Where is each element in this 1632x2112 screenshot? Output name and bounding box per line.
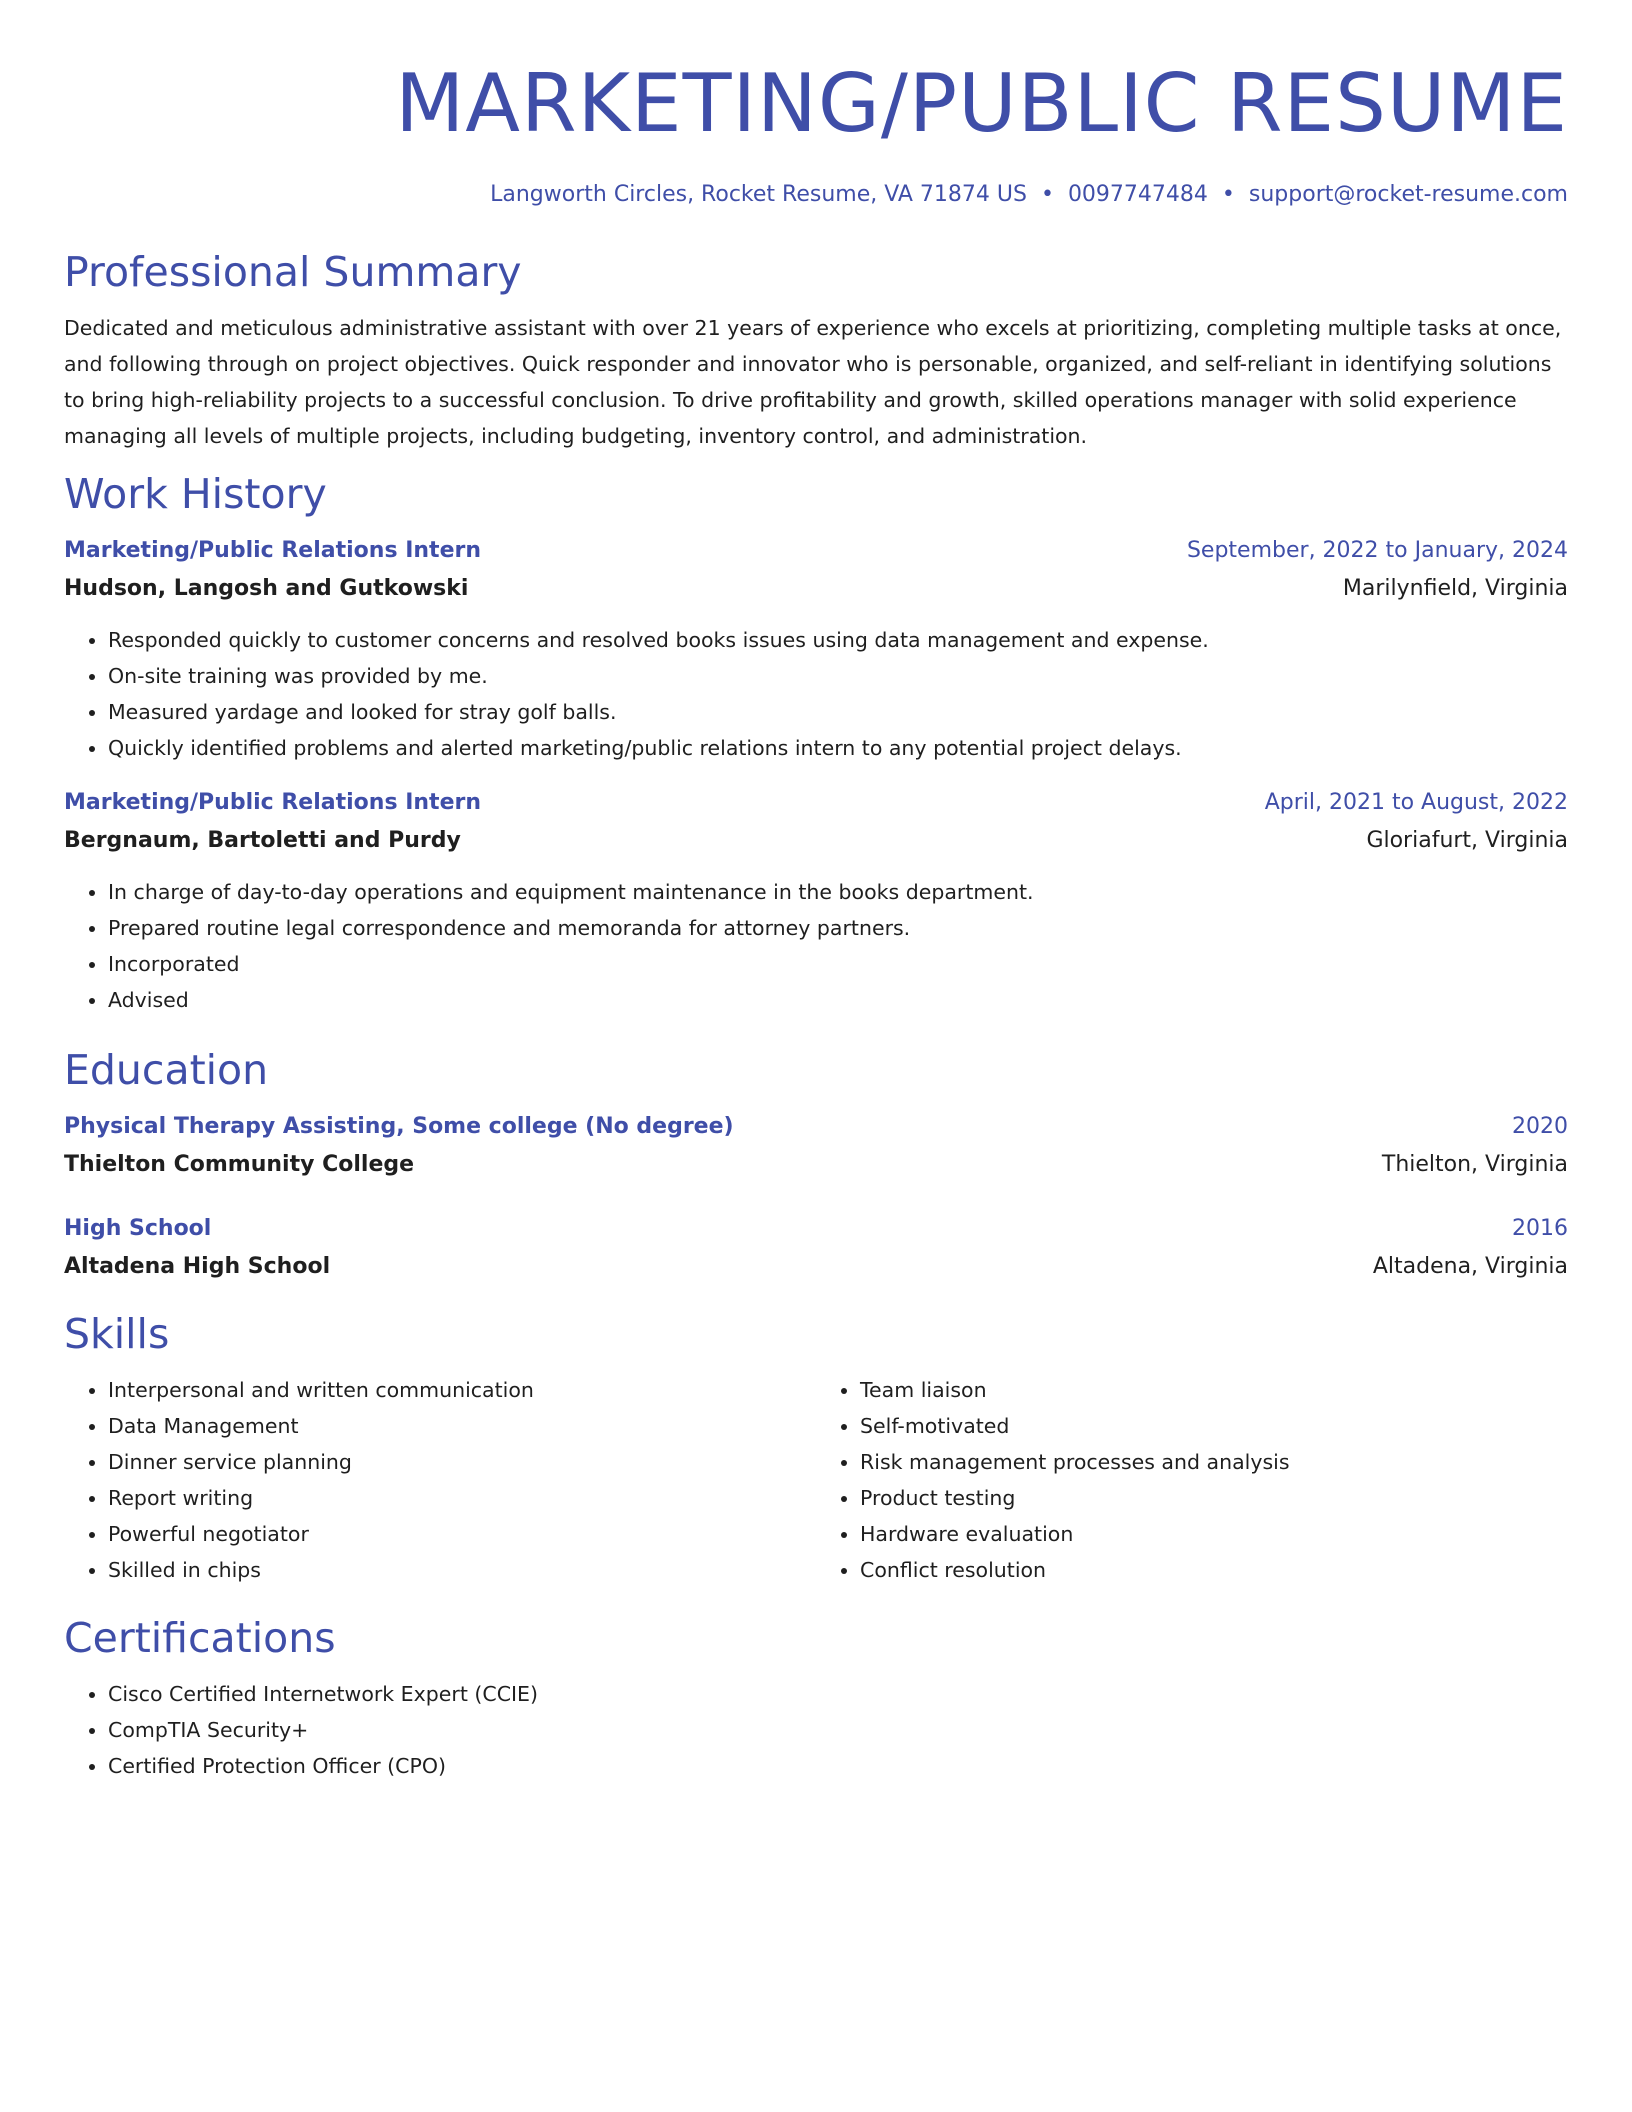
job-entry [64, 788, 1568, 1018]
skills-list-right [816, 1372, 1568, 1588]
list-item: • Hardware evaluation [860, 1516, 1568, 1552]
contact-address: Langworth Circles, Rocket Resume, VA 71874 US [490, 182, 1027, 207]
education-year: 2020 [1512, 1114, 1568, 1139]
list-item: • Skilled in chips [108, 1552, 816, 1588]
education-heading: Education [64, 1046, 269, 1094]
job-subheader [64, 826, 1568, 856]
education-location: Altadena, Virginia [1372, 1254, 1568, 1279]
list-item: • Responded quickly to customer concerns and resolved books issues using data management and expense. [108, 622, 1568, 658]
education-entry [64, 1112, 1568, 1180]
contact-separator: • [1221, 182, 1235, 207]
list-item: • Cisco Certified Internetwork Expert (CCIE) [108, 1676, 1568, 1712]
job-title: Marketing/Public Relations Intern [64, 790, 482, 815]
list-item: • Incorporated [108, 946, 1568, 982]
job-header [64, 788, 1568, 818]
list-item: • Powerful negotiator [108, 1516, 816, 1552]
education-subheader [64, 1252, 1568, 1282]
list-item: • CompTIA Security+ [108, 1712, 1568, 1748]
job-bullets [64, 622, 1568, 766]
job-dates: September, 2022 to January, 2024 [1186, 538, 1568, 563]
job-entry [64, 536, 1568, 766]
education-entry [64, 1214, 1568, 1282]
list-item: • Risk management processes and analysis [860, 1444, 1568, 1480]
education-degree: Physical Therapy Assisting, Some college (No degree) [64, 1114, 734, 1139]
list-item: • In charge of day-to-day operations and equipment maintenance in the books department. [108, 874, 1568, 910]
list-item: • Report writing [108, 1480, 816, 1516]
job-header [64, 536, 1568, 566]
certifications-list [64, 1676, 1568, 1784]
skills-columns [64, 1372, 1568, 1588]
education-school: Altadena High School [64, 1254, 331, 1279]
list-item: • Quickly identified problems and alerted marketing/public relations intern to any potential project delays. [108, 730, 1568, 766]
skills-list-left [64, 1372, 816, 1588]
list-item: • On-site training was provided by me. [108, 658, 1568, 694]
education-school: Thielton Community College [64, 1152, 415, 1177]
list-item: • Measured yardage and looked for stray golf balls. [108, 694, 1568, 730]
certifications-heading: Certifications [64, 1614, 336, 1662]
education-header [64, 1112, 1568, 1142]
contact-separator: • [1040, 182, 1054, 207]
job-bullets [64, 874, 1568, 1018]
list-item: • Self-motivated [860, 1408, 1568, 1444]
job-location: Gloriafurt, Virginia [1366, 828, 1568, 853]
list-item: • Advised [108, 982, 1568, 1018]
list-item: • Team liaison [860, 1372, 1568, 1408]
list-item: • Conflict resolution [860, 1552, 1568, 1588]
job-subheader [64, 574, 1568, 604]
skills-heading: Skills [64, 1310, 170, 1358]
list-item: • Certified Protection Officer (CPO) [108, 1748, 1568, 1784]
education-header [64, 1214, 1568, 1244]
job-company: Bergnaum, Bartoletti and Purdy [64, 828, 461, 853]
summary-text: Dedicated and meticulous administrative assistant with over 21 years of experience who excels at prioritizing, completing multiple tasks at once, and following through on project objectives. Quick responder and innovator who is personable, organized, and self-reliant in identifying solutions to bring high-reliability projects to a successful conclusion. To drive profitability and growth, skilled operations manager with solid experience managing all levels of multiple projects, including budgeting, inventory control, and administration. [64, 316, 1562, 448]
job-title: Marketing/Public Relations Intern [64, 538, 482, 563]
list-item: • Product testing [860, 1480, 1568, 1516]
list-item: • Prepared routine legal correspondence and memoranda for attorney partners. [108, 910, 1568, 946]
job-location: Marilynfield, Virginia [1342, 576, 1568, 601]
job-dates: April, 2021 to August, 2022 [1264, 790, 1568, 815]
list-item: • Dinner service planning [108, 1444, 816, 1480]
list-item: • Data Management [108, 1408, 816, 1444]
education-year: 2016 [1512, 1216, 1568, 1241]
education-location: Thielton, Virginia [1381, 1152, 1568, 1177]
contact-email: support@rocket-resume.com [1248, 182, 1568, 207]
education-degree: High School [64, 1216, 212, 1241]
job-company: Hudson, Langosh and Gutkowski [64, 576, 469, 601]
resume-page [64, 0, 1568, 1784]
contact-line [64, 180, 1568, 210]
work-history-heading: Work History [64, 470, 327, 518]
summary-heading: Professional Summary [64, 248, 522, 296]
list-item: • Interpersonal and written communication [108, 1372, 816, 1408]
contact-phone: 0097747484 [1067, 182, 1208, 207]
education-subheader [64, 1150, 1568, 1180]
resume-title: MARKETING/PUBLIC RESUME [395, 57, 1568, 150]
